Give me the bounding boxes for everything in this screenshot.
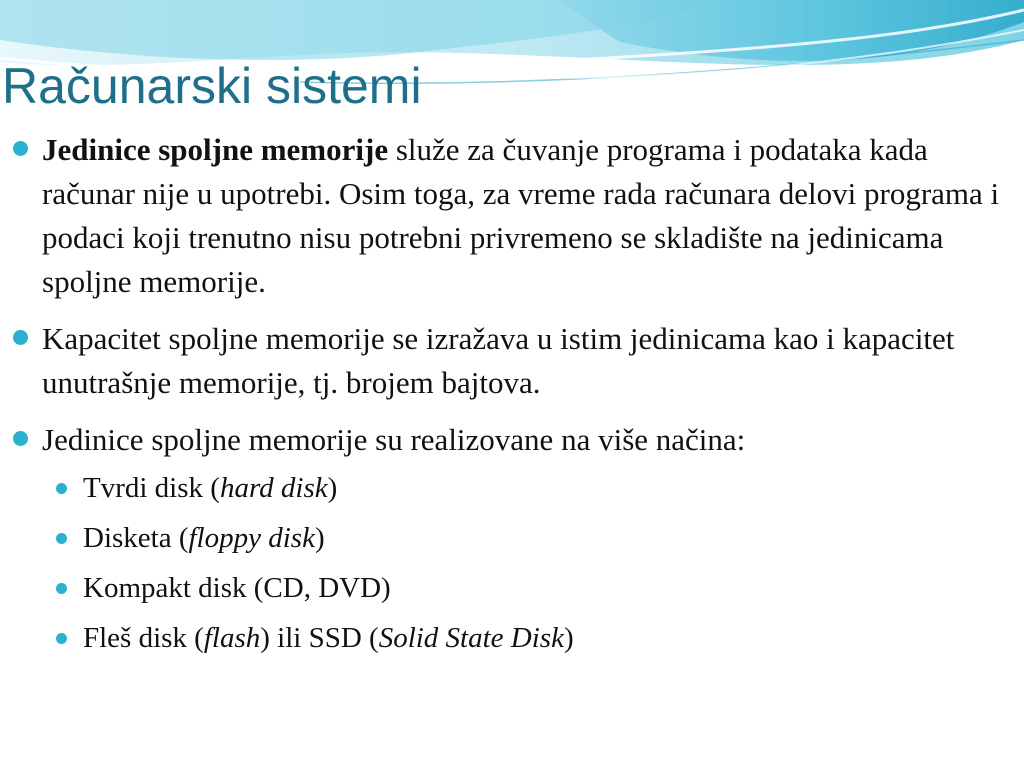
sub-bullet-dot-icon — [56, 633, 67, 644]
bullet-text: Kapacitet spoljne memorije se izražava u istim jedinicama kao i kapacitet unutrašnje memorije, tj. brojem bajtova. — [42, 321, 955, 400]
sub-bullet-text: Fleš disk ( — [83, 622, 204, 654]
bullet-dot-icon — [13, 141, 28, 156]
sub-bullet-dot-icon — [56, 483, 67, 494]
bullet-dot-icon — [13, 330, 28, 345]
sub-bullet-text: Kompakt disk (CD, DVD) — [83, 572, 391, 604]
sub-bullet-dot-icon — [56, 583, 67, 594]
sub-bullet-item — [42, 518, 1000, 558]
sub-bullet-item — [42, 568, 1000, 608]
slide-content — [10, 128, 1000, 658]
bullet-item — [10, 317, 1000, 405]
sub-bullet-italic: flash — [203, 622, 261, 654]
sub-bullet-italic: hard disk — [219, 472, 328, 504]
sub-bullet-text: ) — [563, 622, 574, 654]
bullet-text: služe za čuvanje programa i podataka kada računar nije u upotrebi. Osim toga, za vreme rada računara delovi programa i podaci koji trenutno nisu potrebni privremeno se skladište na jedinicama spoljne memorije. — [42, 132, 1000, 299]
sub-bullet-text: Tvrdi disk ( — [83, 472, 220, 504]
sub-bullet-dot-icon — [56, 533, 67, 544]
bullet-bold-lead: Jedinice spoljne memorije — [42, 132, 389, 167]
sub-bullet-item — [42, 618, 1000, 658]
bullet-dot-icon — [13, 431, 28, 446]
slide-title: Računarski sistemi — [2, 58, 422, 114]
sub-bullet-text: ) — [314, 522, 325, 554]
sub-bullet-list — [42, 468, 1000, 658]
sub-bullet-italic: Solid State Disk — [378, 622, 564, 654]
bullet-text: Jedinice spoljne memorije su realizovane na više načina: — [42, 422, 746, 457]
sub-bullet-text: Disketa ( — [83, 522, 189, 554]
bullet-item — [10, 128, 1000, 304]
sub-bullet-item — [42, 468, 1000, 508]
bullet-item — [10, 418, 1000, 462]
sub-bullet-text: ) — [327, 472, 338, 504]
sub-bullet-text: ) ili SSD ( — [260, 622, 379, 654]
sub-bullet-italic: floppy disk — [188, 522, 315, 554]
